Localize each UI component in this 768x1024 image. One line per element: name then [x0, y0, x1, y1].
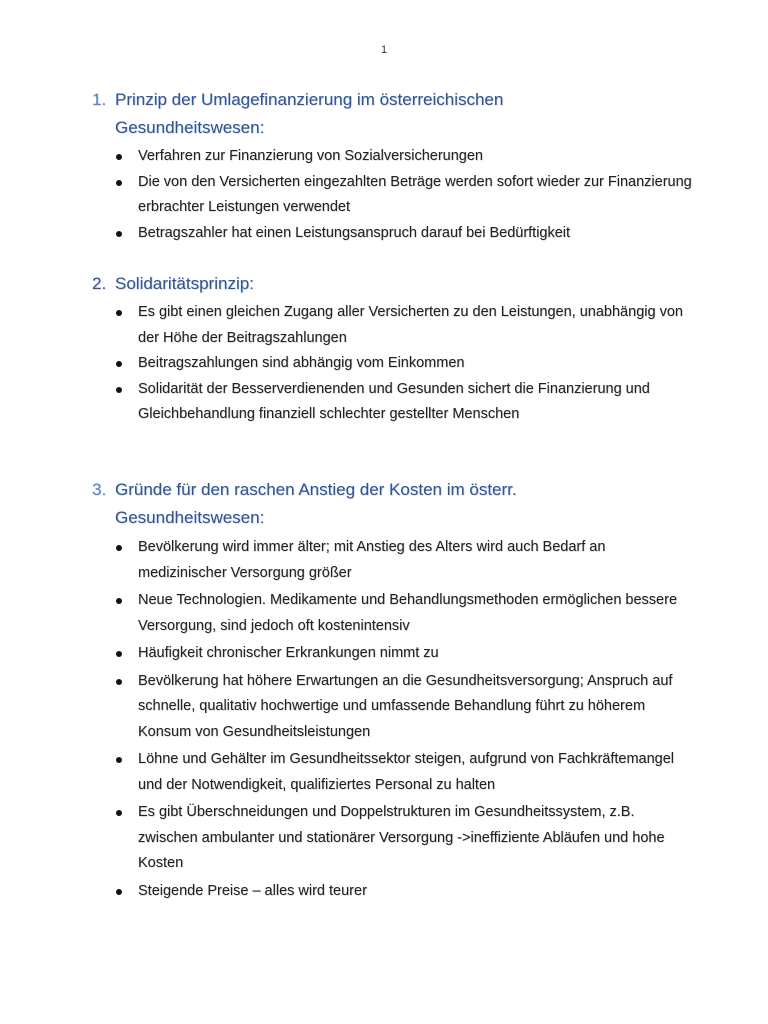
list-item — [92, 300, 692, 351]
bullet-icon — [116, 651, 122, 657]
list-item-text: Es gibt einen gleichen Zugang aller Versicherten zu den Leistungen, unabhängig von der Höhe der Beitragszahlungen — [138, 304, 683, 346]
list-item-text: Steigende Preise – alles wird teurer — [138, 882, 367, 899]
bullet-icon — [116, 154, 122, 160]
list-item — [92, 170, 692, 221]
section-title — [115, 86, 692, 142]
section-kostenanstieg — [92, 476, 692, 906]
list-item — [92, 221, 692, 247]
section-title-line: Gesundheitswesen: — [115, 508, 265, 527]
section-number: 3. — [92, 480, 107, 499]
list-item — [92, 669, 692, 746]
list-item-text: Bevölkerung hat höhere Erwartungen an die Gesundheitsversorgung; Anspruch auf schnelle, qualitativ hochwertige und umfassende Behandlung führt zu höherem Konsum von Gesundheitsleistungen — [138, 672, 673, 740]
section-title-line: Gesundheitswesen: — [115, 118, 265, 137]
section-title — [115, 476, 692, 532]
section-umlagefinanzierung — [92, 86, 692, 246]
bullet-icon — [116, 231, 122, 237]
list-item — [92, 879, 692, 905]
list-item — [92, 800, 692, 877]
bullet-icon — [116, 387, 122, 393]
section-solidaritaetsprinzip — [92, 270, 692, 428]
list-item-text: Verfahren zur Finanzierung von Sozialversicherungen — [138, 148, 483, 164]
bullet-list — [92, 535, 692, 904]
section-heading — [92, 86, 692, 142]
list-item-text: Die von den Versicherten eingezahlten Beträge werden sofort wieder zur Finanzierung erbrachter Leistungen verwendet — [138, 173, 692, 215]
list-item-text: Löhne und Gehälter im Gesundheitssektor steigen, aufgrund von Fachkräftemangel und der Notwendigkeit, qualifiziertes Personal zu halten — [138, 751, 675, 793]
section-number: 2. — [92, 274, 107, 293]
list-item-text: Betragszahler hat einen Leistungsanspruch darauf bei Bedürftigkeit — [138, 224, 571, 241]
bullet-icon — [116, 310, 122, 316]
list-item-text: Es gibt Überschneidungen und Doppelstrukturen im Gesundheitssystem, z.B. zwischen ambulanter und stationärer Versorgung ->ineffiziente Abläufen und hohe Kosten — [138, 804, 665, 871]
section-title-line: Gründe für den raschen Anstieg der Kosten im österr. — [115, 480, 517, 499]
list-item — [92, 351, 692, 377]
bullet-list — [92, 144, 692, 246]
section-heading — [92, 476, 692, 532]
bullet-icon — [116, 679, 122, 685]
bullet-icon — [116, 545, 122, 551]
list-item — [92, 747, 692, 798]
list-item-text: Häufigkeit chronischer Erkrankungen nimmt zu — [138, 645, 439, 661]
list-item — [92, 641, 692, 667]
bullet-icon — [116, 889, 122, 895]
page-number: 1 — [380, 44, 388, 56]
section-heading — [92, 270, 692, 298]
bullet-icon — [116, 810, 122, 816]
list-item-text: Beitragszahlungen sind abhängig vom Einkommen — [138, 355, 465, 371]
list-item — [92, 588, 692, 639]
bullet-list — [92, 300, 692, 428]
bullet-icon — [116, 598, 122, 604]
list-item — [92, 377, 692, 428]
section-number: 1. — [92, 90, 107, 109]
section-title: Solidaritätsprinzip: — [115, 274, 254, 293]
bullet-icon — [116, 757, 122, 763]
list-item — [92, 144, 692, 170]
list-item-text: Bevölkerung wird immer älter; mit Anstieg des Alters wird auch Bedarf an medizinischer Versorgung größer — [138, 539, 606, 581]
list-item-text: Solidarität der Besserverdienenden und Gesunden sichert die Finanzierung und Gleichbehandlung finanziell schlechter gestellter Menschen — [138, 380, 650, 422]
bullet-icon — [116, 361, 122, 367]
list-item-text: Neue Technologien. Medikamente und Behandlungsmethoden ermöglichen bessere Versorgung, sind jedoch oft kostenintensiv — [138, 592, 678, 634]
section-title-line: Prinzip der Umlagefinanzierung im österreichischen — [115, 90, 504, 109]
list-item — [92, 535, 692, 586]
bullet-icon — [116, 180, 122, 186]
